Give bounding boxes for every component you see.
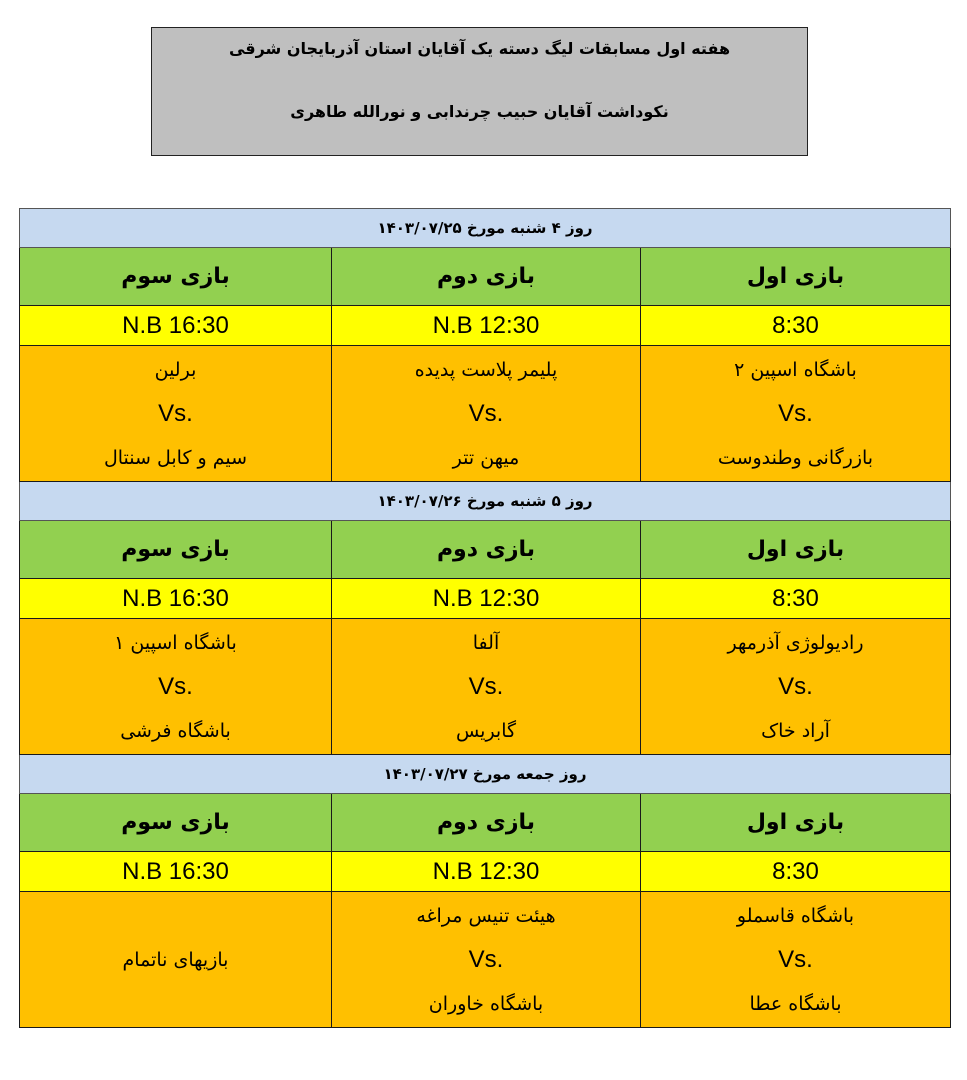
game-title-row — [20, 521, 951, 579]
time-value: N.B 16:30 — [122, 857, 229, 885]
game-time-third — [20, 306, 332, 346]
versus-label: Vs. — [778, 672, 813, 700]
game-title-second: بازی دوم — [332, 248, 641, 306]
league-title: هفته اول مسابقات لیگ دسته یک آقایان استان آذربایجان شرقی — [228, 39, 731, 58]
day-header-row — [20, 209, 951, 248]
time-value: 8:30 — [772, 311, 819, 339]
versus-label: Vs. — [468, 945, 504, 973]
game-time-first — [641, 579, 951, 619]
game-time-first — [641, 306, 951, 346]
game-title-row — [20, 248, 951, 306]
home-team: هیئت تنیس مراغه — [416, 904, 556, 927]
versus-label: Vs. — [158, 672, 193, 700]
game-title-first: بازی اول — [641, 248, 951, 306]
game-title-second: بازی دوم — [332, 794, 641, 852]
matchup-first — [641, 892, 951, 1028]
matchup-row — [20, 346, 951, 482]
game-title-row — [20, 794, 951, 852]
matchup-third — [20, 346, 332, 482]
matchup-third — [20, 619, 332, 755]
home-team: باشگاه اسپین ۱ — [114, 631, 237, 654]
game-time-third — [20, 852, 332, 892]
game-time-row — [20, 306, 951, 346]
time-value: N.B 12:30 — [432, 857, 540, 885]
home-team: آلفا — [472, 631, 500, 654]
home-team: پلیمر پلاست پدیده — [414, 358, 558, 381]
matchup-row — [20, 619, 951, 755]
away-team: باشگاه فرشی — [120, 719, 231, 742]
game-time-second — [332, 306, 641, 346]
time-value: 8:30 — [772, 584, 819, 612]
away-team: آراد خاک — [761, 719, 830, 742]
matchup-second — [332, 346, 641, 482]
match-schedule-table — [19, 208, 951, 1028]
game-title-third: بازی سوم — [20, 248, 332, 306]
game-title-third: بازی سوم — [20, 521, 332, 579]
home-team: برلین — [154, 358, 197, 381]
game-title-third: بازی سوم — [20, 794, 332, 852]
time-value: N.B 12:30 — [432, 311, 540, 339]
title-box — [151, 27, 808, 156]
time-value: N.B 16:30 — [122, 584, 229, 612]
day-header-row — [20, 755, 951, 794]
day-header-row — [20, 482, 951, 521]
game-time-third — [20, 579, 332, 619]
game-time-first — [641, 852, 951, 892]
game-time-second — [332, 852, 641, 892]
away-team: باشگاه خاوران — [428, 992, 544, 1015]
away-team: میهن تتر — [452, 446, 520, 469]
time-value: N.B 12:30 — [432, 584, 540, 612]
day-date-label: روز جمعه مورخ ۱۴۰۳/۰۷/۲۷ — [20, 755, 951, 794]
versus-label: Vs. — [468, 399, 504, 427]
away-team: بازرگانی وطندوست — [717, 446, 874, 469]
day-date-label: روز ۴ شنبه مورخ ۱۴۰۳/۰۷/۲۵ — [20, 209, 951, 248]
matchup-second — [332, 619, 641, 755]
away-team: سیم و کابل سنتال — [103, 446, 248, 469]
versus-label: Vs. — [158, 399, 193, 427]
game-time-second — [332, 579, 641, 619]
honoree-subtitle: نکوداشت آقایان حبیب چرندابی و نورالله طاهری — [290, 102, 669, 121]
game-title-second: بازی دوم — [332, 521, 641, 579]
versus-label: Vs. — [778, 945, 813, 973]
game-time-row — [20, 852, 951, 892]
versus-label: Vs. — [468, 672, 504, 700]
away-team: گابریس — [455, 719, 517, 742]
matchup-third-unfinished — [20, 892, 332, 1028]
time-value: N.B 16:30 — [122, 311, 229, 339]
home-team: رادیولوژی آذرمهر — [727, 631, 864, 654]
matchup-first — [641, 619, 951, 755]
versus-label: Vs. — [778, 399, 813, 427]
day-date-label: روز ۵ شنبه مورخ ۱۴۰۳/۰۷/۲۶ — [20, 482, 951, 521]
matchup-first — [641, 346, 951, 482]
game-title-first: بازی اول — [641, 521, 951, 579]
game-title-first: بازی اول — [641, 794, 951, 852]
matchup-second — [332, 892, 641, 1028]
away-team: باشگاه عطا — [749, 992, 842, 1015]
unfinished-games-note: بازیهای ناتمام — [122, 948, 229, 971]
time-value: 8:30 — [772, 857, 819, 885]
home-team: باشگاه اسپین ۲ — [734, 358, 857, 381]
game-time-row — [20, 579, 951, 619]
home-team: باشگاه قاسملو — [736, 904, 855, 927]
matchup-row — [20, 892, 951, 1028]
